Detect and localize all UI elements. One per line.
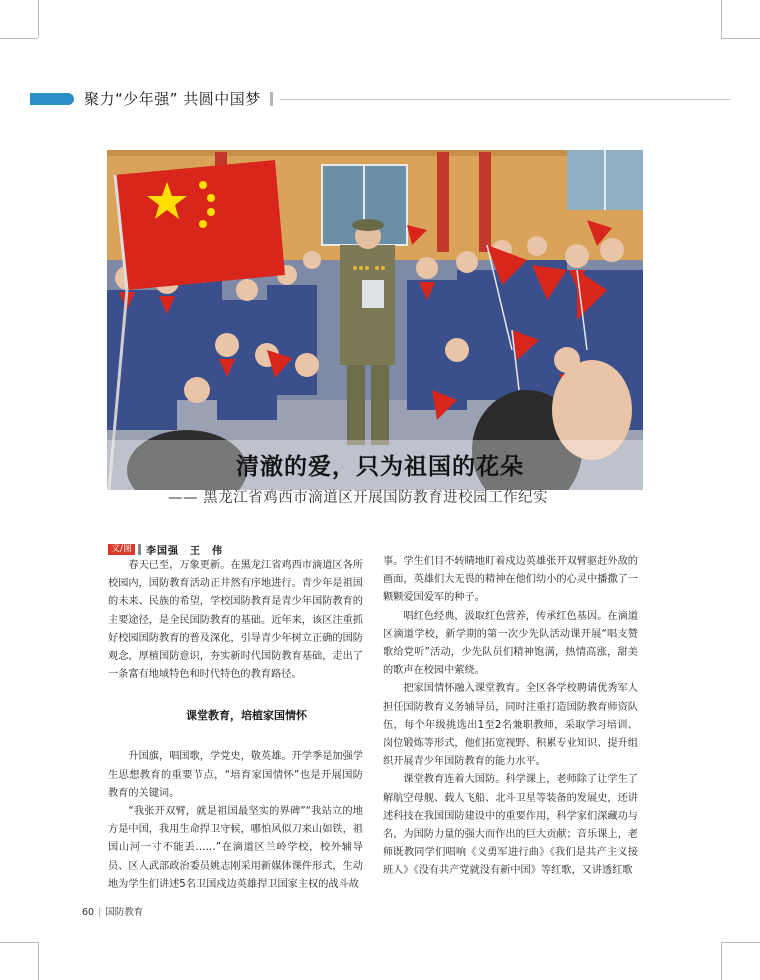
paragraph: “我张开双臂，就是祖国最坚实的界碑”“我站立的地方是中国，我用生命捍卫守候，哪怕风似刀来山如铁，祖国山河一寸不能丢……”在滴道区兰岭学校，校外辅导员、区人武部政治委员姚志刚采用新媒体课件形式，生动地为学生们讲述5名卫国戍边英雄捍卫国家主权的战斗故 bbox=[108, 806, 363, 890]
page-number: 60 bbox=[82, 907, 95, 918]
byline bbox=[108, 542, 223, 557]
section-title: 聚力“少年强” 共圆中国梦 bbox=[84, 90, 261, 108]
crop-mark-tl-v bbox=[38, 0, 39, 38]
crop-mark-br-h bbox=[721, 942, 760, 943]
crop-mark-tr-h bbox=[721, 38, 760, 39]
article-column-right bbox=[383, 553, 638, 881]
crop-mark-bl-v bbox=[38, 942, 39, 980]
paragraph: 课堂教育连着大国防。科学课上，老师除了让学生了解航空母舰、载人飞船、北斗卫星等装备的发展史，还讲述科技在我国国防建设中的重要作用，科学家们深藏功与名，为国防力量的强大而作出的巨大贡献；音乐课上，老师既教同学们唱响《义勇军进行曲》《我们是共产主义接班人》《没有共产党就没有新中国》等红歌，又讲透红歌 bbox=[383, 774, 638, 877]
article-photo bbox=[107, 150, 643, 490]
byline-tag: 文/图 bbox=[108, 544, 135, 555]
section-rule bbox=[280, 99, 730, 100]
paragraph: 升国旗，唱国歌，学党史，敬英雄。开学季是加强学生思想教育的重要节点，“培育家国情怀”也是开展国防教育的关键词。 bbox=[108, 751, 363, 799]
paragraph: 春天已至，万象更新。在黑龙江省鸡西市滴道区各所校园内，国防教育活动正井然有序地进行。青少年是祖国的未来、民族的希望，学校国防教育是青少年国防教育的主要途径，是全民国防教育的基础。近年来，该区注重抓好校园国防教育的普及深化，引导青少年树立正确的国防观念，厚植国防意识，夯实新时代国防教育基础，走出了一条富有地域特色和时代特色的教育路径。 bbox=[108, 560, 363, 681]
footer-separator: | bbox=[98, 907, 102, 918]
section-header bbox=[30, 88, 730, 112]
crop-mark-bl-h bbox=[0, 942, 38, 943]
photo-illustration bbox=[107, 150, 643, 490]
section-divider-tick bbox=[270, 92, 273, 106]
article-column-left bbox=[108, 557, 363, 894]
crop-mark-br-v bbox=[721, 942, 722, 980]
section-heading: 课堂教育，培植家国情怀 bbox=[186, 709, 307, 723]
crop-mark-tr-v bbox=[721, 0, 722, 38]
paragraph: 唱红色经典，汲取红色营养，传承红色基因。在滴道区滴道学校，新学期的第一次少先队活动课开展“唱支赞歌给党听”活动，少先队员们精神饱满，热情高涨，甜美的歌声在校园中萦绕。 bbox=[383, 610, 638, 677]
magazine-name: 国防教育 bbox=[105, 907, 144, 918]
article-subtitle: —— 黑龙江省鸡西市滴道区开展国防教育进校园工作纪实 bbox=[168, 490, 549, 506]
page-footer bbox=[82, 904, 143, 918]
byline-authors: 李国强 王 伟 bbox=[146, 546, 224, 557]
byline-bar bbox=[138, 544, 141, 555]
paragraph: 把家国情怀融入课堂教育。全区各学校聘请优秀军人担任国防教育义务辅导员，同时注重打造国防教育师资队伍，每个年级挑选出1至2名兼职教师，采取学习培训、岗位锻炼等形式，他们拓宽视野、积累专业知识、提升组织开展青少年国防教育的能力水平。 bbox=[383, 683, 638, 768]
crop-mark-tl-h bbox=[0, 38, 38, 39]
article-title: 清澈的爱，只为祖国的花朵 bbox=[236, 454, 524, 480]
section-accent-bar bbox=[30, 93, 74, 105]
paragraph: 事。学生们目不转睛地盯着戍边英雄张开双臂驱赶外敌的画面，英雄们大无畏的精神在他们幼小的心灵中播撒了一颗颗爱国爱军的种子。 bbox=[383, 556, 638, 604]
